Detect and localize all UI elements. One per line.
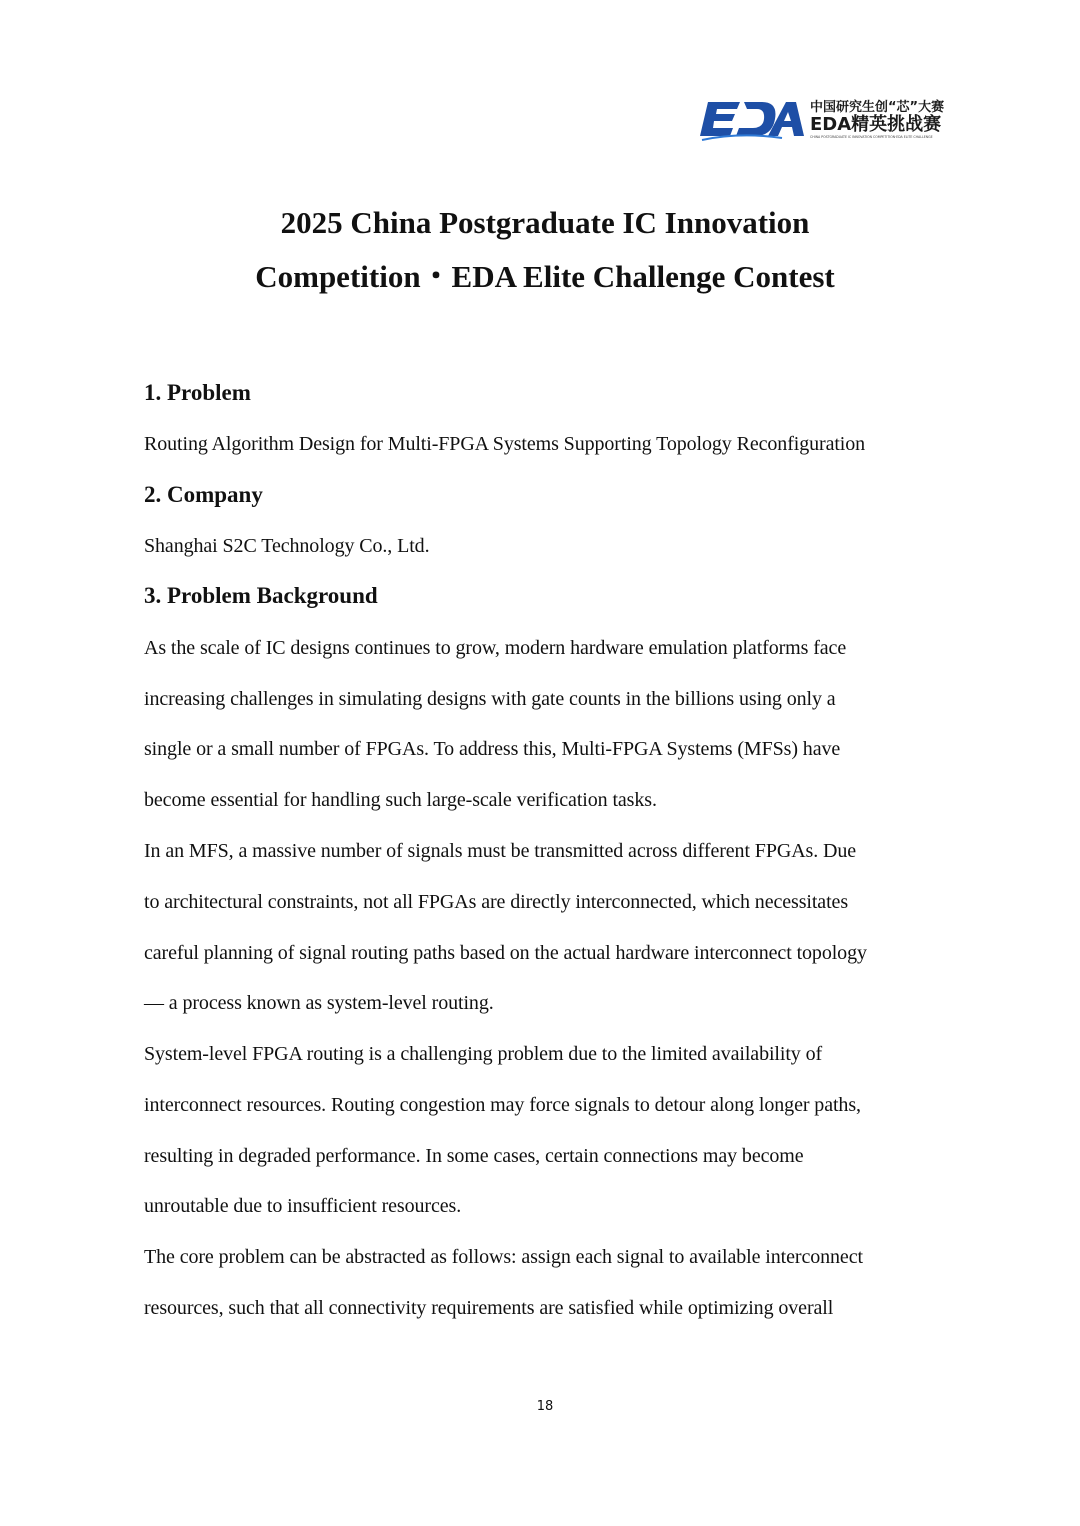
background-line: to architectural constraints, not all FPGAs are directly interconnected, which necessitates [144, 891, 848, 913]
background-line: careful planning of signal routing paths based on the actual hardware interconnect topology [144, 942, 867, 964]
background-line: single or a small number of FPGAs. To address this, Multi-FPGA Systems (MFSs) have [144, 738, 841, 760]
section-heading-company: 2. Company [144, 482, 263, 507]
background-line: become essential for handling such large-scale verification tasks. [144, 789, 657, 811]
background-line: System-level FPGA routing is a challenging problem due to the limited availability of [144, 1043, 823, 1065]
section-heading-background: 3. Problem Background [144, 583, 378, 608]
section-heading-problem: 1. Problem [144, 380, 251, 405]
page-number: 18 [536, 1399, 554, 1414]
document-title [0, 196, 1080, 304]
title-line-1: 2025 China Postgraduate IC Innovation [280, 205, 810, 240]
background-line: In an MFS, a massive number of signals must be transmitted across different FPGAs. Due [144, 840, 857, 862]
logo-line2: EDA精英挑战赛 [810, 114, 942, 135]
company-text: Shanghai S2C Technology Co., Ltd. [144, 535, 430, 557]
eda-logo-icon [700, 96, 948, 142]
background-line: unroutable due to insufficient resources. [144, 1195, 462, 1217]
background-line: — a process known as system-level routing. [144, 992, 494, 1014]
title-line-2: Competition・EDA Elite Challenge Contest [255, 259, 835, 294]
logo-line1: 中国研究生创“芯”大赛 [810, 100, 945, 115]
eda-challenge-logo [700, 96, 948, 142]
background-line: interconnect resources. Routing congestion may force signals to detour along longer paths, [144, 1094, 861, 1116]
logo-line3: CHINA POSTGRADUATE IC INNOVATION COMPETITION·EDA ELITE CHALLENGE [810, 135, 933, 139]
background-line: increasing challenges in simulating designs with gate counts in the billions using only a [144, 688, 836, 710]
background-line: As the scale of IC designs continues to grow, modern hardware emulation platforms face [144, 637, 847, 659]
background-line: resulting in degraded performance. In some cases, certain connections may become [144, 1145, 804, 1167]
background-line: resources, such that all connectivity requirements are satisfied while optimizing overall [144, 1297, 834, 1319]
problem-text: Routing Algorithm Design for Multi-FPGA Systems Supporting Topology Reconfiguration [144, 433, 866, 455]
background-line: The core problem can be abstracted as follows: assign each signal to available interconnect [144, 1246, 863, 1268]
